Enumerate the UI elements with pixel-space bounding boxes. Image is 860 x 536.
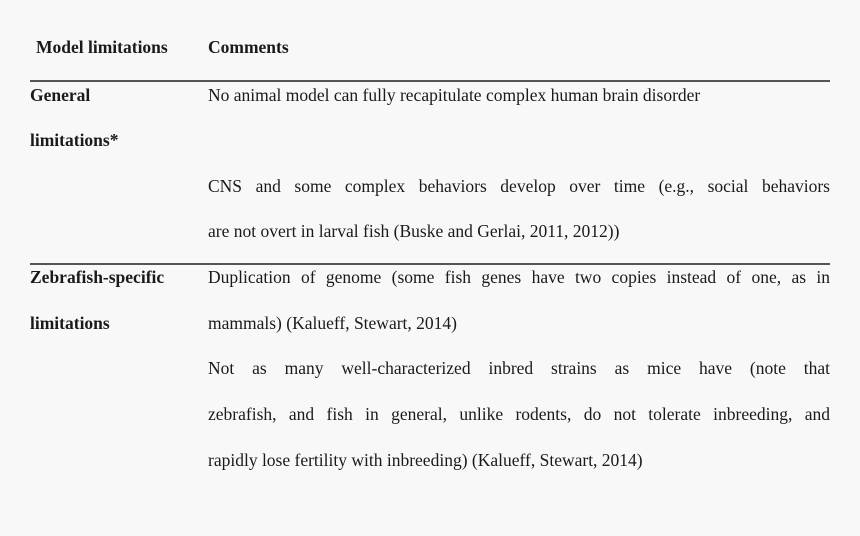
comment-line: rapidly lose fertility with inbreeding) (Kalueff, Stewart, 2014) xyxy=(208,450,643,470)
header-divider xyxy=(30,80,830,82)
comment-line: zebrafish, and fish in general, unlike rodents, do not tolerate inbreeding, and xyxy=(208,404,830,424)
comment-line: are not overt in larval fish (Buske and Gerlai, 2011, 2012)) xyxy=(208,221,620,241)
comment-line: CNS and some complex behaviors develop over time (e.g., social behaviors xyxy=(208,176,830,196)
comment-line: Not as many well-characterized inbred strains as mice have (note that xyxy=(208,358,830,378)
comment-line: No animal model can fully recapitulate complex human brain disorder xyxy=(208,85,701,105)
comment-line: mammals) (Kalueff, Stewart, 2014) xyxy=(208,313,457,333)
header-comments: Comments xyxy=(208,37,289,57)
row-category-line: Zebrafish-specific xyxy=(30,267,165,287)
row-divider xyxy=(30,263,830,265)
header-model-limitations: Model limitations xyxy=(36,37,168,57)
comment-line: Duplication of genome (some fish genes have two copies instead of one, as in xyxy=(208,267,830,287)
row-category-line: limitations* xyxy=(30,130,119,150)
row-category-line: limitations xyxy=(30,313,110,333)
row-category-line: General xyxy=(30,85,91,105)
